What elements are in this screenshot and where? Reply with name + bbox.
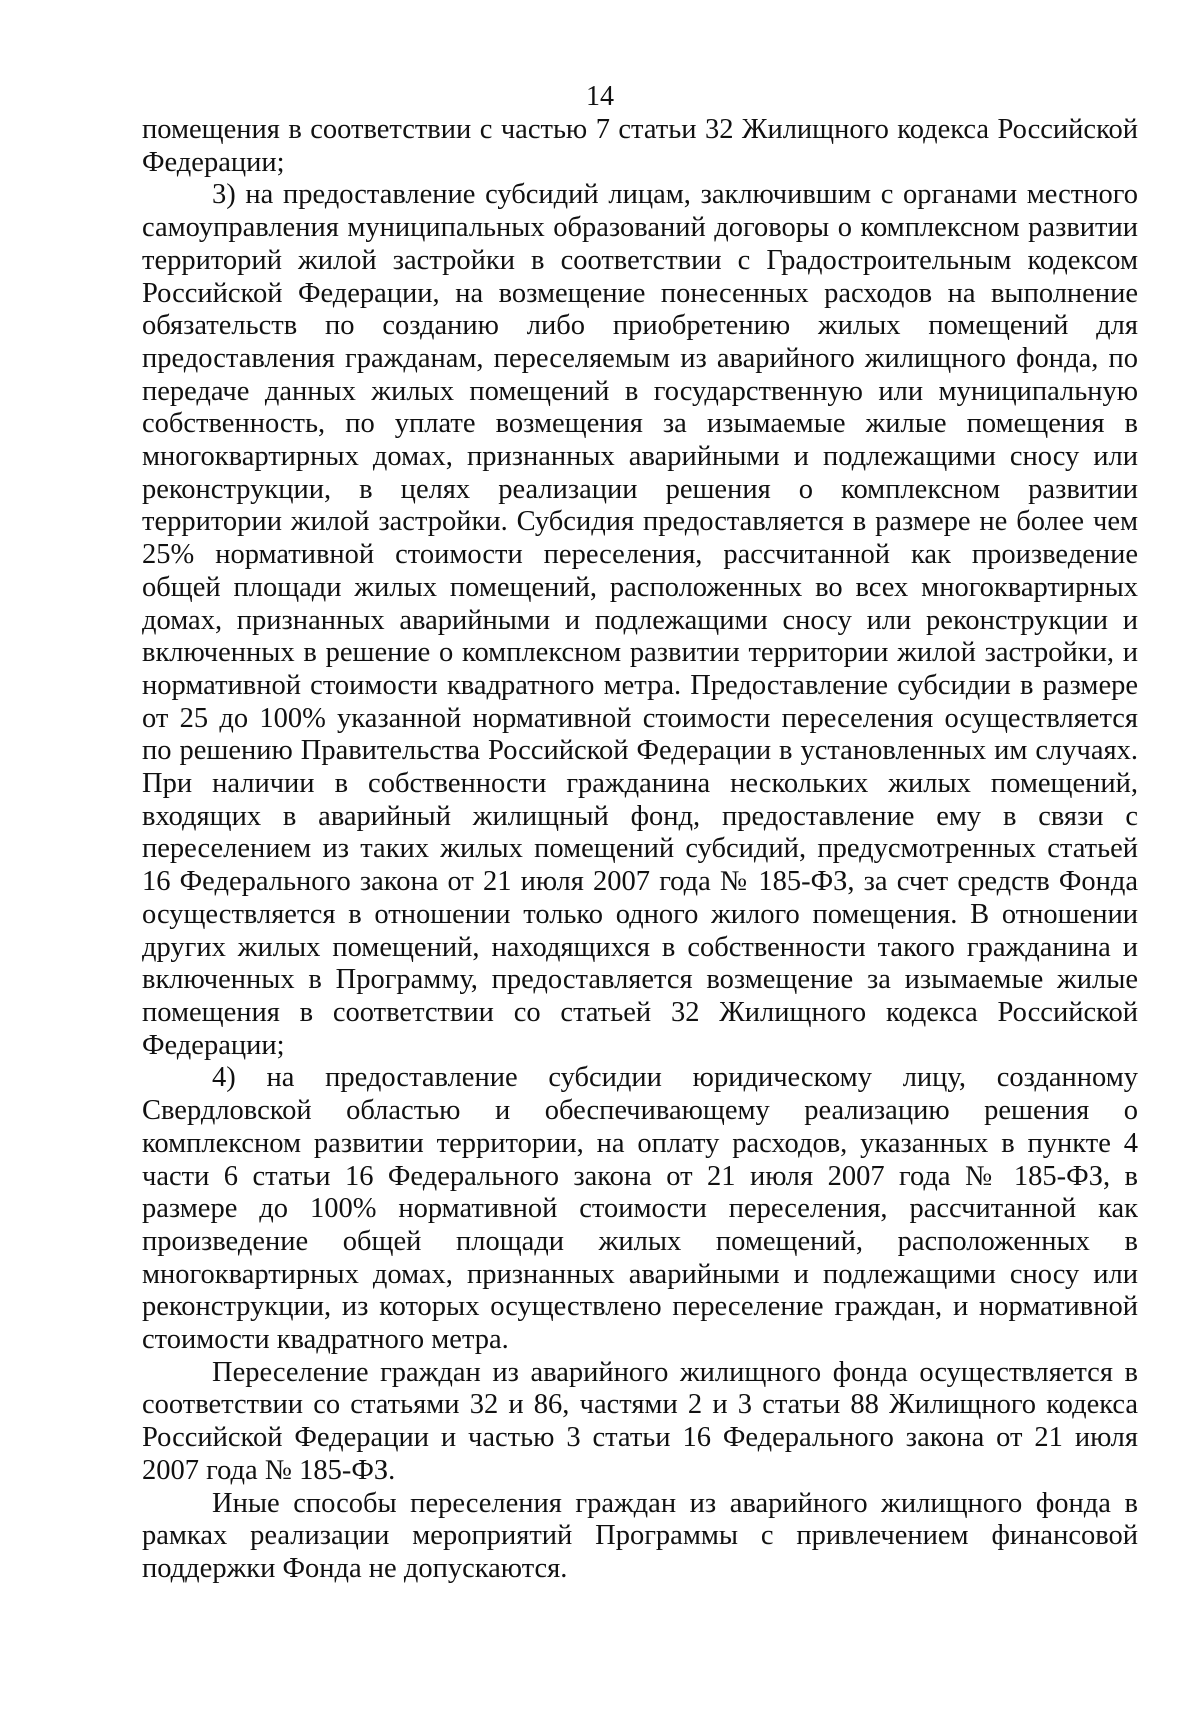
paragraph-item-4: 4) на предоставление субсидии юридическому лицу, созданному Свердловской областью и обеспечивающему реализацию решения о комплексном развитии территории, на оплату расходов, указанных в пункте 4 части 6 статьи 16 Федерального закона от 21 июля 2007 года № 185-ФЗ, в размере до 100% нормативной стоимости переселения, рассчитанной как произведение общей площади жилых помещений, расположенных в многоквартирных домах, признанных аварийными и подлежащими сносу или реконструкции, из которых осуществлено переселение граждан, и нормативной стоимости квадратного метра.	[142, 1062, 1138, 1356]
paragraph-continuation: помещения в соответствии с частью 7 статьи 32 Жилищного кодекса Российской Федерации;	[142, 114, 1138, 178]
page-number: 14	[586, 81, 614, 112]
document-body	[142, 114, 1138, 1586]
paragraph-other-methods: Иные способы переселения граждан из аварийного жилищного фонда в рамках реализации мероприятий Программы с привлечением финансовой поддержки Фонда не допускаются.	[142, 1487, 1138, 1584]
paragraph-item-3: 3) на предоставление субсидий лицам, заключившим с органами местного самоуправления муниципальных образований договоры о комплексном развитии территорий жилой застройки в соответствии с Градостроительным кодексом Российской Федерации, на возмещение понесенных расходов на выполнение обязательств по созданию либо приобретению жилых помещений для предоставления гражданам, переселяемым из аварийного жилищного фонда, по передаче данных жилых помещений в государственную или муниципальную собственность, по уплате возмещения за изымаемые жилые помещения в многоквартирных домах, признанных аварийными и подлежащими сносу или реконструкции, в целях реализации решения о комплексном развитии территории жилой застройки. Субсидия предоставляется в размере не более чем 25% нормативной стоимости переселения, рассчитанной как произведение общей площади жилых помещений, расположенных во всех многоквартирных домах, признанных аварийными и подлежащими сносу или реконструкции и включенных в решение о комплексном развитии территории жилой застройки, и нормативной стоимости квадратного метра. Предоставление субсидии в размере от 25 до 100% указанной нормативной стоимости переселения осуществляется по решению Правительства Российской Федерации в установленных им случаях. При наличии в собственности гражданина нескольких жилых помещений, входящих в аварийный жилищный фонд, предоставление ему в связи с переселением из таких жилых помещений субсидий, предусмотренных статьей 16 Федерального закона от 21 июля 2007 года № 185-ФЗ, за счет средств Фонда осуществляется в отношении только одного жилого помещения. В отношении других жилых помещений, находящихся в собственности такого гражданина и включенных в Программу, предоставляется возмещение за изымаемые жилые помещения в соответствии со статьей 32 Жилищного кодекса Российской Федерации;	[142, 179, 1138, 1061]
paragraph-resettlement-basis: Переселение граждан из аварийного жилищного фонда осуществляется в соответствии со статьями 32 и 86, частями 2 и 3 статьи 88 Жилищного кодекса Российской Федерации и частью 3 статьи 16 Федерального закона от 21 июля 2007 года № 185-ФЗ.	[142, 1356, 1138, 1486]
